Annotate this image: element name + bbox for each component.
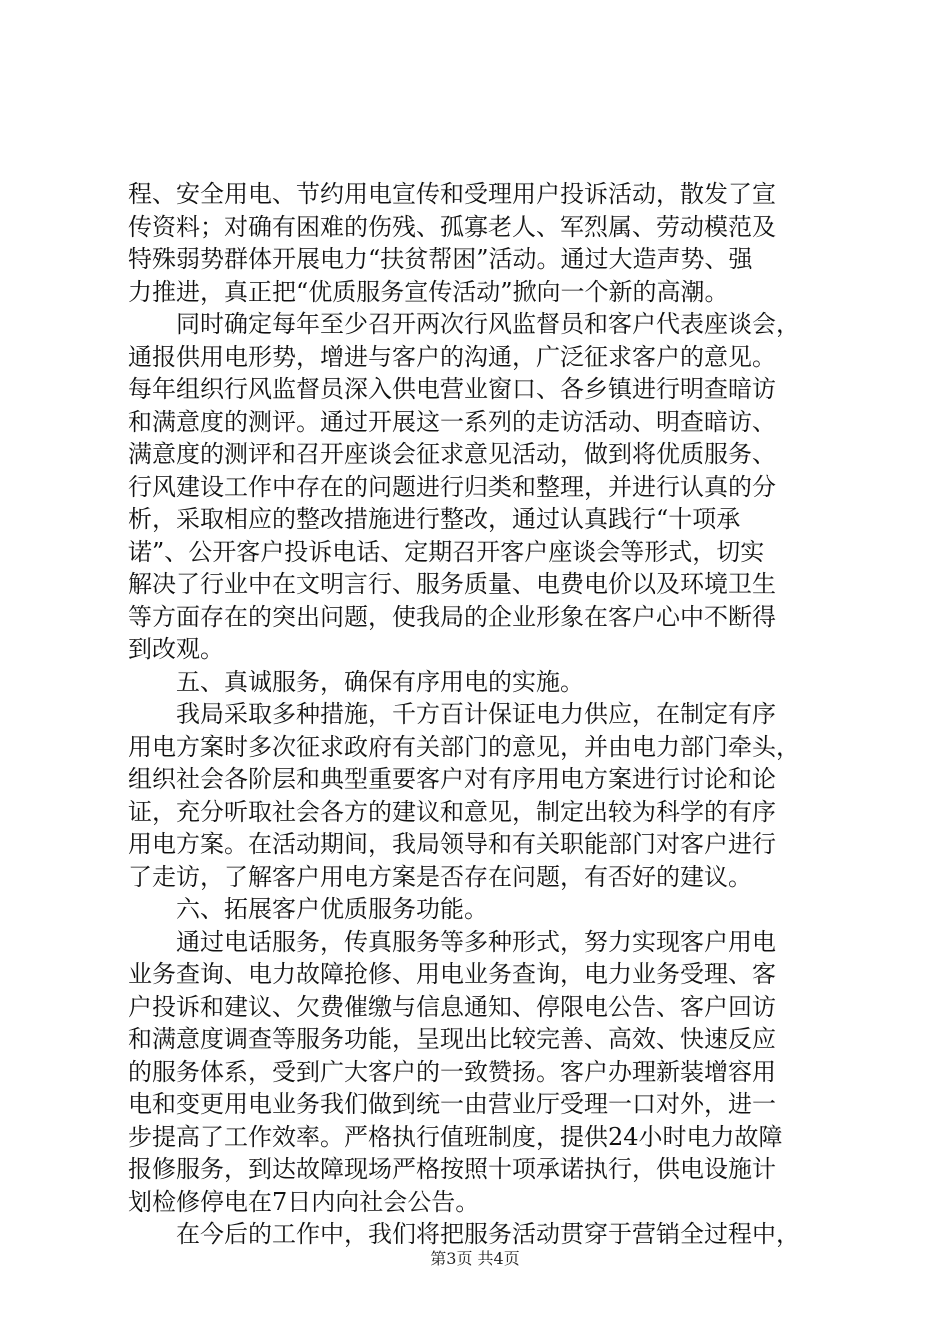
text-line: 组织社会各阶层和典型重要客户对有序用电方案进行讨论和论 [128,765,776,793]
text-line: 证，充分听取社会各方的建议和意见，制定出较为科学的有序 [128,797,776,826]
text-line: 满意度的测评和召开座谈会征求意见活动，做到将优质服务、 [128,440,776,468]
text-line: 户投诉和建议、欠费催缴与信息通知、停限电公告、客户回访 [128,992,776,1021]
text-line: 在今后的工作中，我们将把服务活动贯穿于营销全过程中， [128,1220,800,1248]
text-line: 和满意度调查等服务功能，呈现出比较完善、高效、快速反应 [128,1025,776,1053]
text-line: 划检修停电在7日内向社会公告。 [128,1187,480,1216]
text-line: 通过电话服务，传真服务等多种形式，努力实现客户用电 [128,927,776,956]
text-line: 步提高了工作效率。严格执行值班制度，提供24小时电力故障 [128,1122,783,1151]
text-line: 程、安全用电、节约用电宣传和受理用户投诉活动，散发了宣 [128,180,776,208]
text-line: 用电方案时多次征求政府有关部门的意见，并由电力部门牵头， [128,732,800,761]
text-line: 六、拓展客户优质服务功能。 [128,895,488,923]
text-line: 我局采取多种措施，千方百计保证电力供应，在制定有序 [128,700,776,728]
text-line: 报修服务，到达故障现场严格按照十项承诺执行，供电设施计 [128,1155,776,1183]
text-line: 析，采取相应的整改措施进行整改，通过认真践行“十项承 [128,505,741,533]
text-line: 的服务体系，受到广大客户的一致赞扬。客户办理新装增容用 [128,1057,776,1086]
text-line: 用电方案。在活动期间，我局领导和有关职能部门对客户进行 [128,830,776,858]
text-line: 同时确定每年至少召开两次行风监督员和客户代表座谈会， [128,310,800,338]
text-line: 通报供用电形势，增进与客户的沟通，广泛征求客户的意见。 [128,342,776,371]
text-line: 五、真诚服务，确保有序用电的实施。 [128,667,584,696]
text-line: 每年组织行风监督员深入供电营业窗口、各乡镇进行明查暗访 [128,375,776,403]
page-footer: 第3页 共4页 [430,1249,520,1268]
text-line: 了走访，了解客户用电方案是否存在问题，有否好的建议。 [128,862,752,891]
body-text [128,178,828,1251]
text-line: 力推进，真正把“优质服务宣传活动”掀向一个新的高潮。 [128,277,729,306]
text-line: 解决了行业中在文明言行、服务质量、电费电价以及环境卫生 [128,570,776,598]
text-line: 和满意度的测评。通过开展这一系列的走访活动、明查暗访、 [128,407,776,436]
text-line: 业务查询、电力故障抢修、用电业务查询，电力业务受理、客 [128,960,776,988]
text-line: 特殊弱势群体开展电力“扶贫帮困”活动。通过大造声势、强 [128,245,753,273]
text-line: 传资料；对确有困难的伤残、孤寡老人、军烈属、劳动模范及 [128,212,776,241]
text-line: 等方面存在的突出问题，使我局的企业形象在客户心中不断得 [128,602,776,631]
text-line: 行风建设工作中存在的问题进行归类和整理，并进行认真的分 [128,472,776,501]
text-line: 诺”、公开客户投诉电话、定期召开客户座谈会等形式，切实 [128,537,765,566]
text-line: 电和变更用电业务我们做到统一由营业厅受理一口对外，进一 [128,1090,776,1118]
text-line: 到改观。 [128,635,224,663]
